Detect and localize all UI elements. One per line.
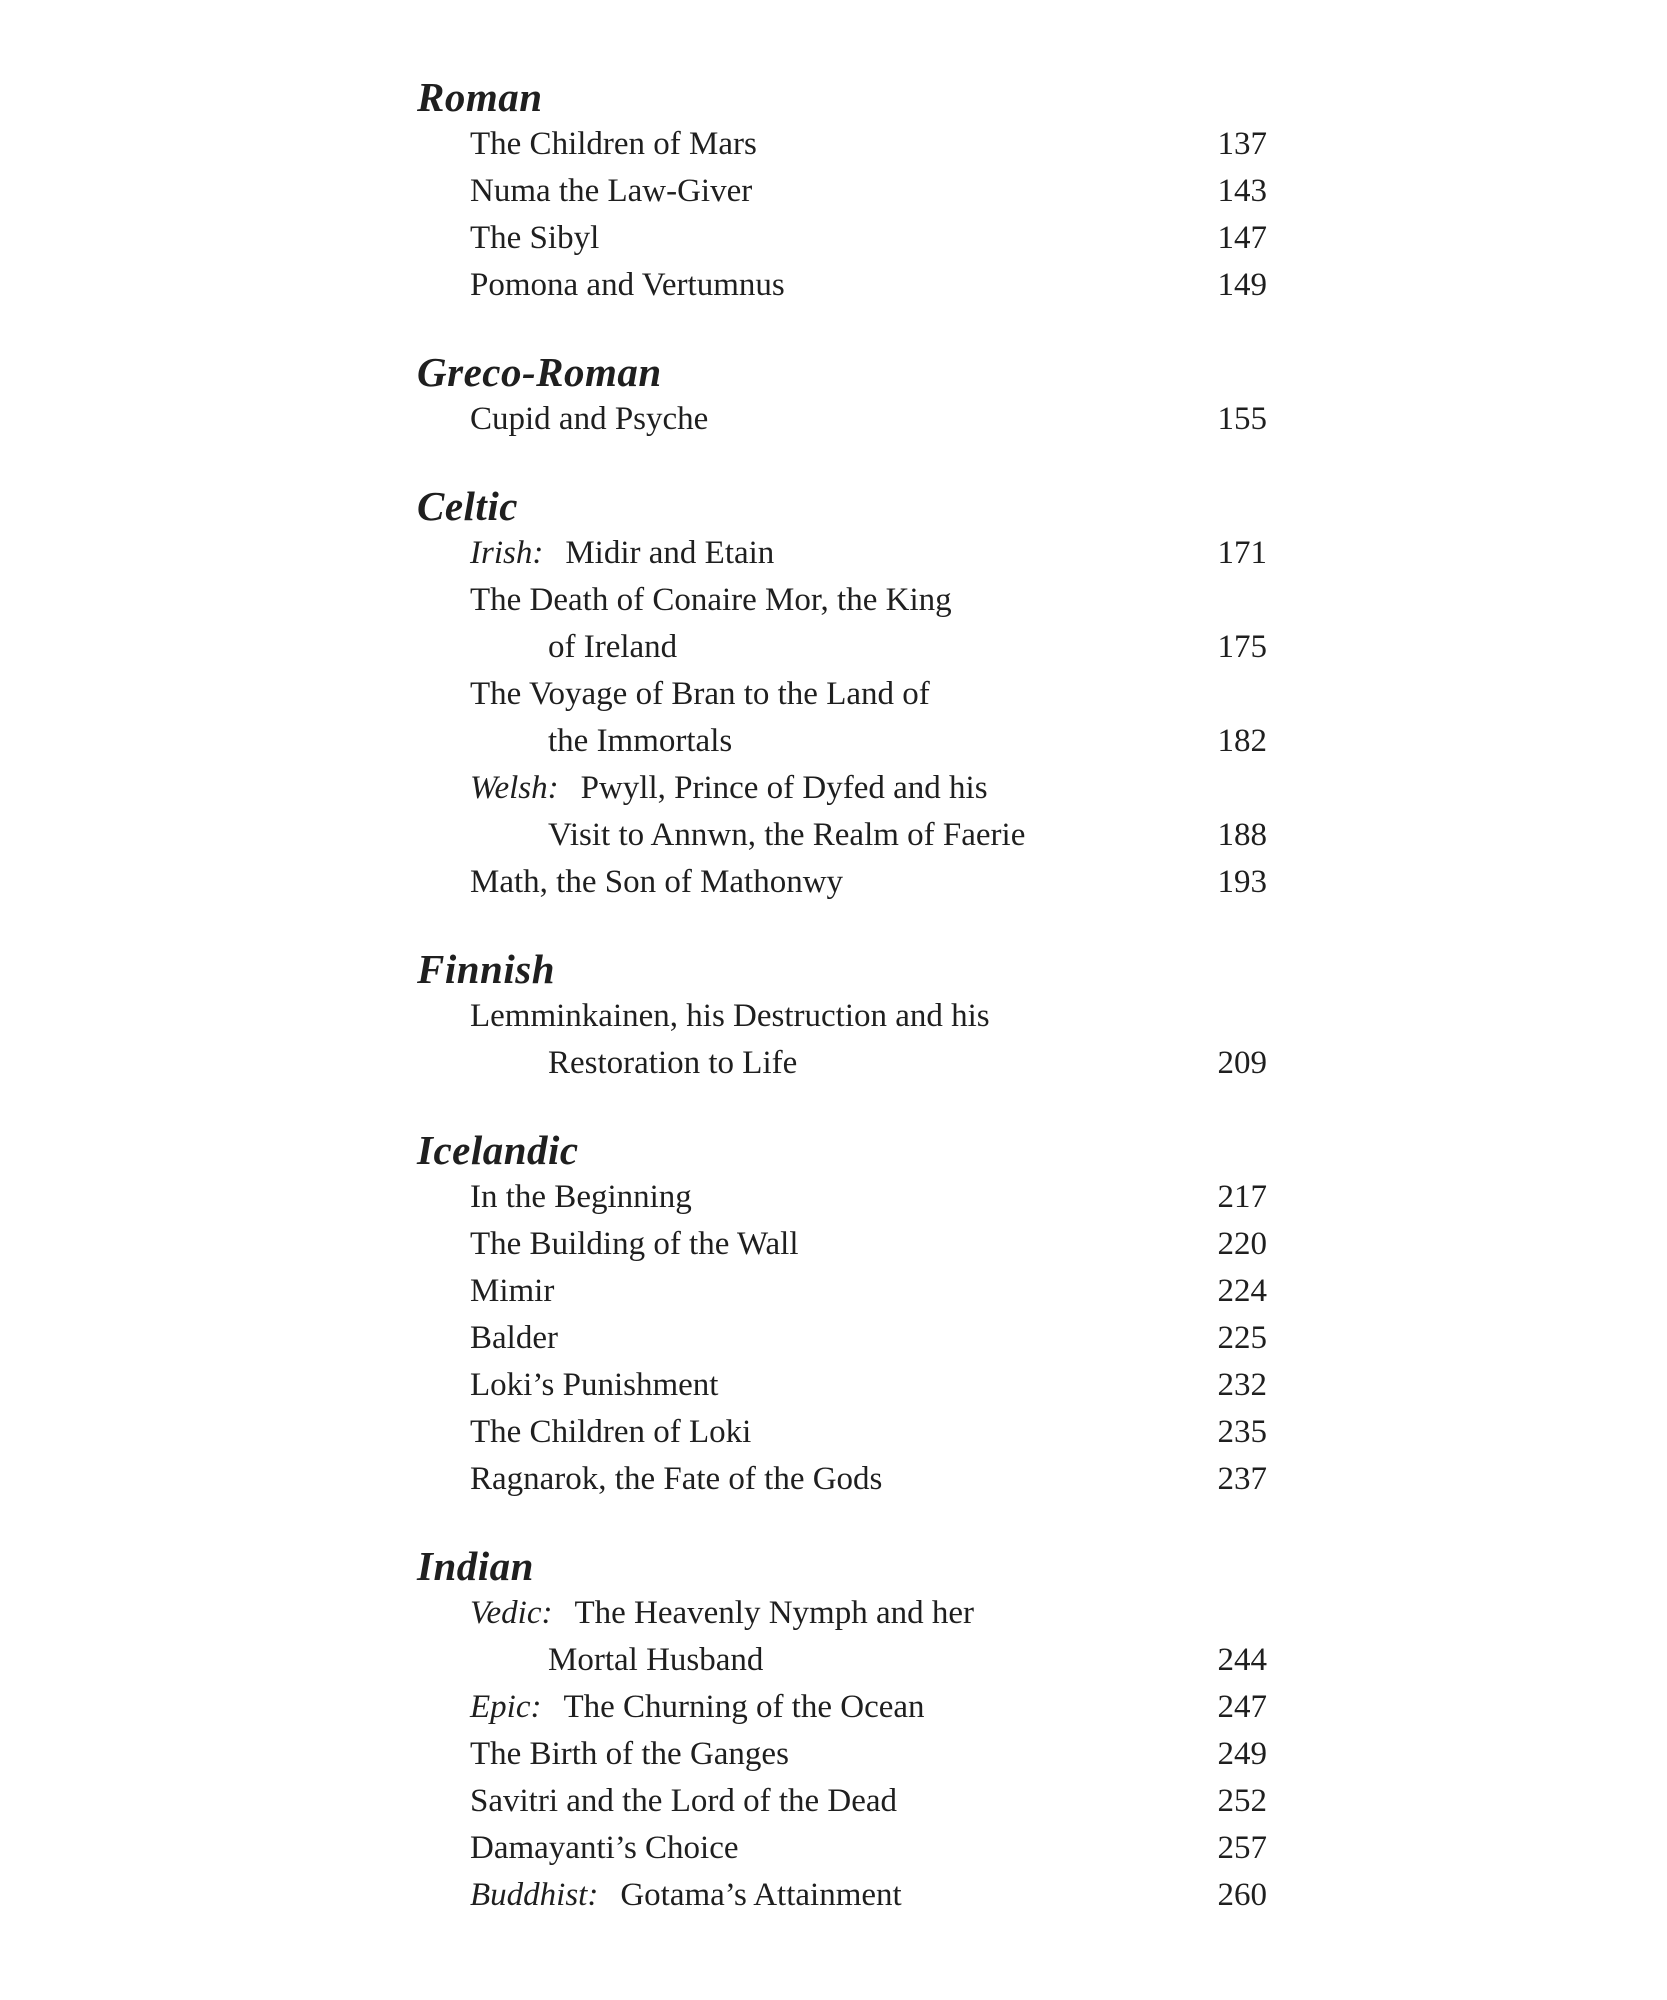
toc-entry — [417, 1221, 1267, 1268]
entry-category-label: Vedic: — [470, 1595, 553, 1631]
toc-entry — [417, 1684, 1267, 1731]
entry-line1 — [470, 530, 774, 577]
entry-page-number: 182 — [1217, 723, 1267, 759]
toc-entry — [417, 577, 1267, 671]
toc-entry — [417, 530, 1267, 577]
entry-title: Cupid and Psyche — [470, 401, 709, 437]
entry-text — [470, 1315, 558, 1362]
entry-line1 — [470, 1409, 751, 1456]
entry-title: The Children of Mars — [470, 126, 757, 162]
entry-text — [470, 1590, 974, 1684]
entry-page-number: 175 — [1217, 629, 1267, 665]
entry-page-number: 143 — [1217, 173, 1267, 209]
entry-line1 — [470, 993, 990, 1040]
entry-title: Lemminkainen, his Destruction and his — [470, 998, 990, 1034]
entry-page-number: 188 — [1217, 817, 1267, 853]
entry-line1 — [470, 215, 599, 262]
section-heading: Celtic — [417, 483, 518, 529]
entry-text — [470, 993, 990, 1087]
toc-entry — [417, 1409, 1267, 1456]
entry-text — [470, 1872, 902, 1919]
entry-text — [470, 1409, 751, 1456]
entry-page-number: 244 — [1217, 1642, 1267, 1678]
entry-text — [470, 577, 952, 671]
toc-entry — [417, 262, 1267, 309]
toc-entry — [417, 215, 1267, 262]
entry-page-number: 155 — [1217, 401, 1267, 437]
section-heading: Icelandic — [417, 1127, 579, 1173]
table-of-contents — [417, 74, 1267, 1919]
toc-entry — [417, 1778, 1267, 1825]
entry-title: The Birth of the Ganges — [470, 1736, 789, 1772]
toc-entry — [417, 1315, 1267, 1362]
entry-line1 — [470, 577, 952, 624]
entry-line1 — [470, 671, 930, 718]
entry-title: Loki’s Punishment — [470, 1367, 719, 1403]
toc-entry — [417, 671, 1267, 765]
entry-text — [470, 859, 843, 906]
entry-title: The Voyage of Bran to the Land of — [470, 676, 930, 712]
entry-text — [470, 168, 752, 215]
entry-line1 — [470, 1684, 925, 1731]
toc-entry — [417, 1731, 1267, 1778]
entry-page-number: 235 — [1217, 1414, 1267, 1450]
toc-entry — [417, 993, 1267, 1087]
section-indian — [417, 1543, 1267, 1919]
entry-text — [470, 1456, 882, 1503]
toc-entry — [417, 1825, 1267, 1872]
entry-text — [470, 765, 1025, 859]
entry-page-number: 257 — [1217, 1830, 1267, 1866]
entry-title: The Children of Loki — [470, 1414, 752, 1450]
entry-page-number: 209 — [1217, 1045, 1267, 1081]
toc-entry — [417, 1872, 1267, 1919]
section-heading: Indian — [417, 1543, 534, 1589]
entry-line1 — [470, 1456, 882, 1503]
entry-category-label: Irish: — [470, 535, 544, 571]
entry-page-number: 249 — [1217, 1736, 1267, 1772]
entry-page-number: 149 — [1217, 267, 1267, 303]
section-heading: Finnish — [417, 946, 555, 992]
entry-title: Damayanti’s Choice — [470, 1830, 739, 1866]
section-heading: Roman — [417, 74, 543, 120]
entry-title: Midir and Etain — [565, 535, 775, 571]
entry-text — [470, 396, 708, 443]
entry-title: Math, the Son of Mathonwy — [470, 864, 844, 900]
section-greco-roman — [417, 349, 1267, 443]
entry-page-number: 232 — [1217, 1367, 1267, 1403]
toc-entry — [417, 765, 1267, 859]
entry-line1 — [470, 396, 708, 443]
entry-line1 — [470, 262, 785, 309]
entry-title: Pomona and Vertumnus — [470, 267, 785, 303]
entry-page-number: 220 — [1217, 1226, 1267, 1262]
entry-category-label: Buddhist: — [470, 1877, 599, 1913]
entry-title: The Death of Conaire Mor, the King — [470, 582, 952, 618]
entry-line1 — [470, 121, 757, 168]
entry-page-number: 247 — [1217, 1689, 1267, 1725]
toc-entry — [417, 1590, 1267, 1684]
toc-entry — [417, 168, 1267, 215]
entry-category-label: Welsh: — [470, 770, 559, 806]
entry-page-number: 224 — [1217, 1273, 1267, 1309]
toc-entry — [417, 121, 1267, 168]
entry-line1 — [470, 1825, 739, 1872]
entry-line1 — [470, 765, 1025, 812]
entry-line1 — [470, 1221, 799, 1268]
entry-text — [470, 262, 785, 309]
entry-title: Ragnarok, the Fate of the Gods — [470, 1461, 883, 1497]
section-finnish — [417, 946, 1267, 1087]
entry-title: Mimir — [470, 1273, 555, 1309]
entry-title: Numa the Law-Giver — [470, 173, 753, 209]
toc-entry — [417, 1362, 1267, 1409]
entry-title: Pwyll, Prince of Dyfed and his — [580, 770, 988, 806]
entry-text — [470, 530, 774, 577]
entry-text — [470, 1221, 799, 1268]
entry-line1 — [470, 1778, 897, 1825]
entry-page-number: 237 — [1217, 1461, 1267, 1497]
entry-page-number: 137 — [1217, 126, 1267, 162]
entry-text — [470, 215, 599, 262]
section-celtic — [417, 483, 1267, 906]
entry-text — [470, 671, 930, 765]
entry-line1 — [470, 1731, 789, 1778]
toc-entry — [417, 1456, 1267, 1503]
entry-line2: Visit to Annwn, the Realm of Faerie — [548, 817, 1026, 853]
entry-line1 — [470, 1315, 558, 1362]
entry-text — [470, 1362, 718, 1409]
toc-entry — [417, 1174, 1267, 1221]
entry-line2: Restoration to Life — [548, 1045, 798, 1081]
toc-entry — [417, 396, 1267, 443]
entry-title: The Heavenly Nymph and her — [574, 1595, 974, 1631]
entry-title: Gotama’s Attainment — [620, 1877, 902, 1913]
entry-page-number: 217 — [1217, 1179, 1267, 1215]
entry-page-number: 171 — [1217, 535, 1267, 571]
entry-text — [470, 1268, 554, 1315]
entry-line1 — [470, 168, 752, 215]
entry-text — [470, 121, 757, 168]
entry-line2: the Immortals — [548, 723, 733, 759]
entry-text — [470, 1684, 925, 1731]
entry-line1 — [470, 1872, 902, 1919]
entry-text — [470, 1825, 739, 1872]
entry-line2: Mortal Husband — [548, 1642, 764, 1678]
entry-title: In the Beginning — [470, 1179, 692, 1215]
entry-title: Balder — [470, 1320, 558, 1356]
entry-line1 — [470, 1174, 692, 1221]
entry-title: Savitri and the Lord of the Dead — [470, 1783, 898, 1819]
toc-entry — [417, 859, 1267, 906]
entry-line1 — [470, 859, 843, 906]
entry-line1 — [470, 1362, 718, 1409]
entry-page-number: 225 — [1217, 1320, 1267, 1356]
toc-entry — [417, 1268, 1267, 1315]
entry-page-number: 147 — [1217, 220, 1267, 256]
entry-line2: of Ireland — [548, 629, 678, 665]
entry-title: The Building of the Wall — [470, 1226, 799, 1262]
entry-page-number: 193 — [1217, 864, 1267, 900]
entry-title: The Sibyl — [470, 220, 600, 256]
entry-line1 — [470, 1590, 974, 1637]
entry-text — [470, 1174, 692, 1221]
entry-line1 — [470, 1268, 554, 1315]
entry-category-label: Epic: — [470, 1689, 542, 1725]
entry-page-number: 252 — [1217, 1783, 1267, 1819]
section-heading: Greco-Roman — [417, 349, 662, 395]
section-roman — [417, 74, 1267, 309]
entry-text — [470, 1778, 897, 1825]
section-icelandic — [417, 1127, 1267, 1503]
entry-page-number: 260 — [1217, 1877, 1267, 1913]
entry-title: The Churning of the Ocean — [563, 1689, 925, 1725]
entry-text — [470, 1731, 789, 1778]
